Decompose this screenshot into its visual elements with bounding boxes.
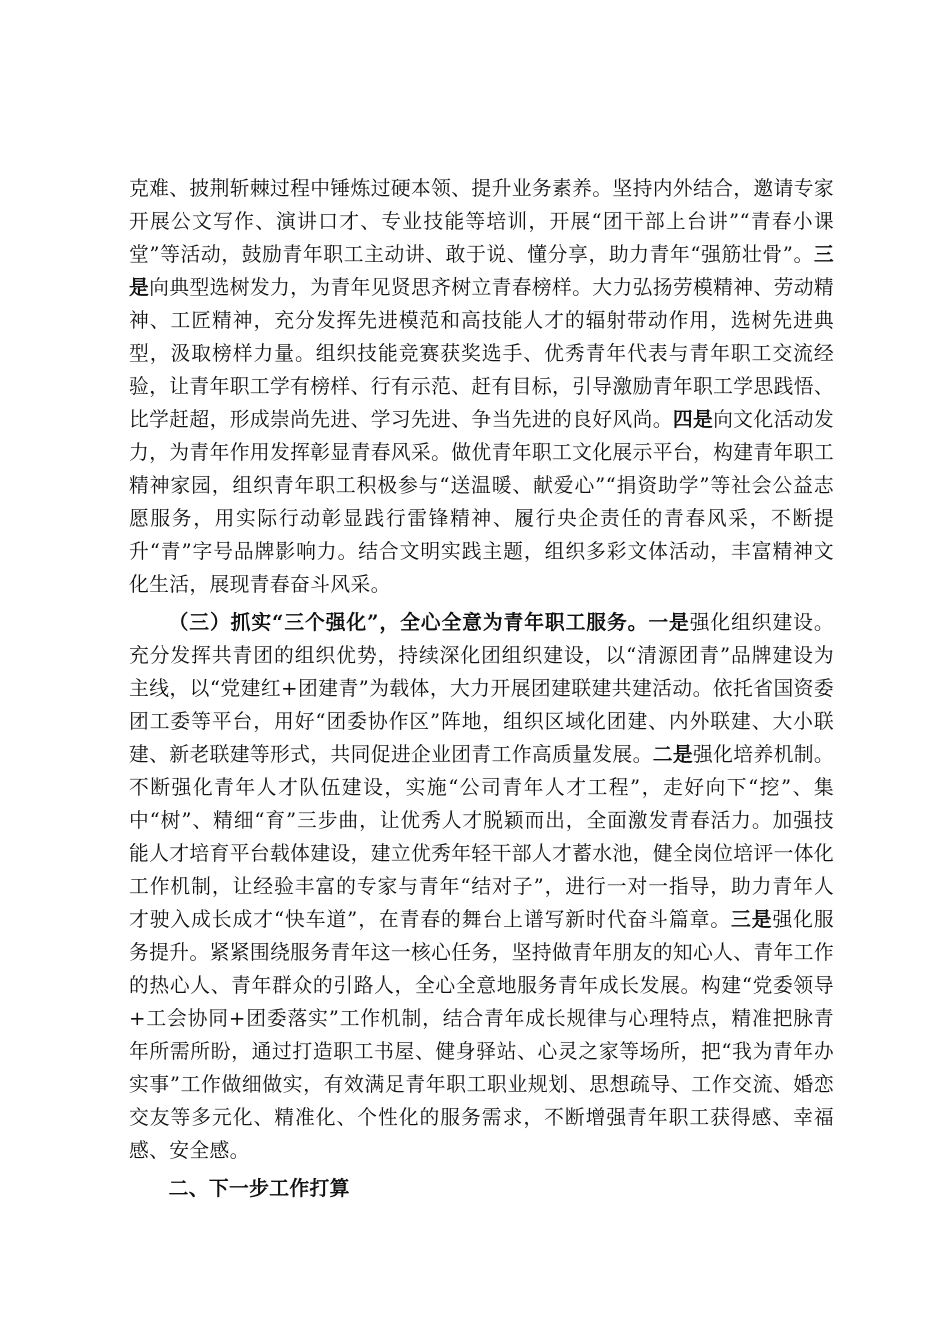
paragraph-text: 向典型选树发力，为青年见贤思齐树立青春榜样。大力弘扬劳模精神、劳动精神、工匠精神，充分发挥先进模范和高技能人才的辐射带动作用，选树先进典型，汲取榜样力量。组织技能竞赛获奖选手、优秀青年代表与青年职工交流经验，让青年职工学有榜样、行有示范、赶有目标，引导激励青年职工学思践悟、比学赶超，形成崇尚先进、学习先进、争当先进的良好风尚。 [129,276,835,431]
paragraph-text: 强化服务提升。紧紧围绕服务青年这一核心任务，坚持做青年朋友的知心人、青年工作的热心人、青年群众的引路人，全心全意地服务青年成长发展。构建“党委领导+工会协同+团委落实”工作机制，结合青年成长规律与心理特点，精准把脉青年所需所盼，通过打造职工书屋、健身驿站、心灵之家等场所，把“我为青年办实事”工作做细做实，有效满足青年职工职业规划、思想疏导、工作交流、婚恋交友等多元化、精准化、个性化的服务需求，不断增强青年职工获得感、幸福感、安全感。 [129,908,835,1162]
paragraph-text: 克难、披荆斩棘过程中锤炼过硬本领、提升业务素养。坚持内外结合，邀请专家开展公文写作、演讲口才、专业技能等培训，开展“团干部上台讲”“青春小课堂”等活动，鼓励青年职工主动讲、敢于说、懂分享，助力青年“强筋壮骨”。 [129,177,834,266]
section-heading: 二、下一步工作打算 [168,1176,350,1200]
paragraph-text: 向文化活动发力，为青年作用发挥彰显青春风采。做优青年职工文化展示平台，构建青年职工精神家园，组织青年职工积极参与“送温暖、献爱心”“捐资助学”等社会公益志愿服务，用实际行动彰显践行雷锋精神、履行央企责任的青春风采，不断提升“青”字号品牌影响力。结合文明实践主题，组织多彩文体活动，丰富精神文化生活，展现青春奋斗风采。 [129,408,835,596]
paragraph-section-three [129,606,834,1167]
document-body [129,172,834,1205]
bold-lead-two: 二是 [652,742,694,766]
paragraph-text: 强化培养机制。不断强化青年人才队伍建设，实施“公司青年人才工程”，走好向下“挖”、集中“树”、精细“育”三步曲，让优秀人才脱颖而出，全面激发青春活力。加强技能人才培育平台载体建设，建立优秀年轻干部人才蓄水池，健全岗位培评一体化工作机制，让经验丰富的专家与青年“结对子”，进行一对一指导，助力青年人才驶入成长成才“快车道”，在青春的舞台上谱写新时代奋斗篇章。 [129,743,835,931]
bold-lead-four: 四是 [672,407,714,431]
section-three-heading: （三）抓实“三个强化”，全心全意为青年职工服务。一是 [168,610,690,634]
bold-lead-three: 三是 [731,907,773,931]
bold-lead-three: 三是 [129,242,834,299]
paragraph-text: 强化组织建设。充分发挥共青团的组织优势，持续深化团组织建设，以“清源团青”品牌建设为主线，以“党建红+团建青”为载体，大力开展团建联建共建活动。依托省国资委团工委等平台，用好“团委协作区”阵地，组织区域化团建、内外联建、大小联建、新老联建等形式，共同促进企业团青工作高质量发展。 [129,611,835,766]
paragraph-continuation [129,172,834,601]
